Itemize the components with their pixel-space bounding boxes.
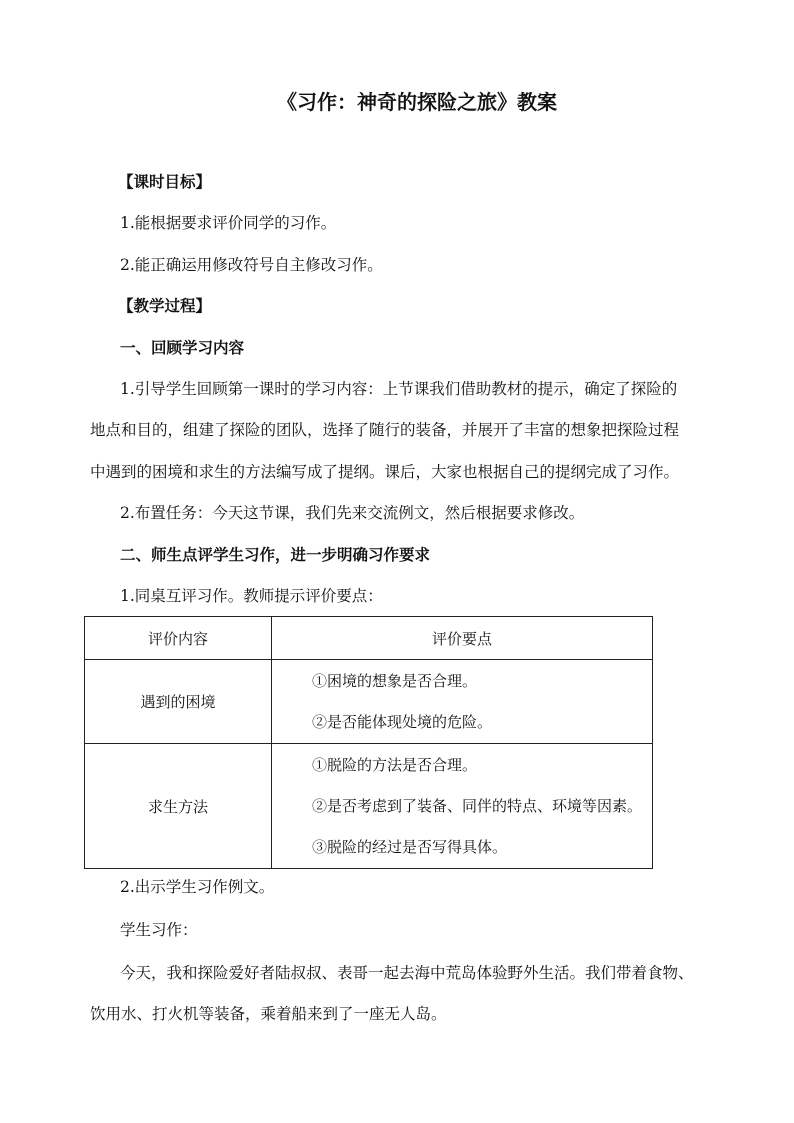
evaluation-point: ①脱险的方法是否合理。 <box>312 755 478 774</box>
essay-line-2: 饮用水、打火机等装备，乘着船来到了一座无人岛。 <box>90 1005 447 1023</box>
objective-item-1: 1.能根据要求评价同学的习作。 <box>120 214 337 232</box>
section1-heading: 一、回顾学习内容 <box>120 339 245 357</box>
table-row <box>85 744 653 869</box>
section1-paragraph2: 2.布置任务：今天这节课，我们先来交流例文，然后根据要求修改。 <box>120 504 585 522</box>
essay-line-1: 今天，我和探险爱好者陆叔叔、表哥一起去海中荒岛体验野外生活。我们带着食物、 <box>120 964 694 982</box>
table-header-content: 评价内容 <box>85 617 272 660</box>
section2-paragraph2: 2.出示学生习作例文。 <box>120 878 275 896</box>
table-row <box>85 660 653 744</box>
table-header-row <box>85 617 653 660</box>
table-cell-content: 遇到的困境 <box>85 660 272 744</box>
section2-paragraph1: 1.同桌互评习作。教师提示评价要点： <box>120 587 383 605</box>
evaluation-point: ①困境的想象是否合理。 <box>312 671 478 690</box>
document-title: 《习作：神奇的探险之旅》教案 <box>277 90 557 114</box>
table-cell-points <box>272 660 653 744</box>
table-cell-content: 求生方法 <box>85 744 272 869</box>
evaluation-point: ②是否考虑到了装备、同伴的特点、环境等因素。 <box>312 796 643 815</box>
table-cell-points <box>272 744 653 869</box>
section2-heading: 二、师生点评学生习作，进一步明确习作要求 <box>120 546 431 564</box>
student-essay-label: 学生习作： <box>120 921 198 939</box>
section1-paragraph1-line2: 地点和目的，组建了探险的团队，选择了随行的装备，并展开了丰富的想象把探险过程 <box>90 421 680 439</box>
evaluation-point: ③脱险的经过是否写得具体。 <box>312 837 508 856</box>
process-heading: 【教学过程】 <box>118 297 212 315</box>
table-header-points: 评价要点 <box>272 617 653 660</box>
evaluation-table <box>84 616 653 869</box>
section1-paragraph1-line1: 1.引导学生回顾第一课时的学习内容：上节课我们借助教材的提示，确定了探险的 <box>120 380 678 398</box>
section1-paragraph1-line3: 中遇到的困境和求生的方法编写成了提纲。课后，大家也根据自己的提纲完成了习作。 <box>90 463 680 481</box>
objective-item-2: 2.能正确运用修改符号自主修改习作。 <box>120 256 383 274</box>
objectives-heading: 【课时目标】 <box>118 173 212 191</box>
evaluation-point: ②是否能体现处境的危险。 <box>312 712 493 731</box>
